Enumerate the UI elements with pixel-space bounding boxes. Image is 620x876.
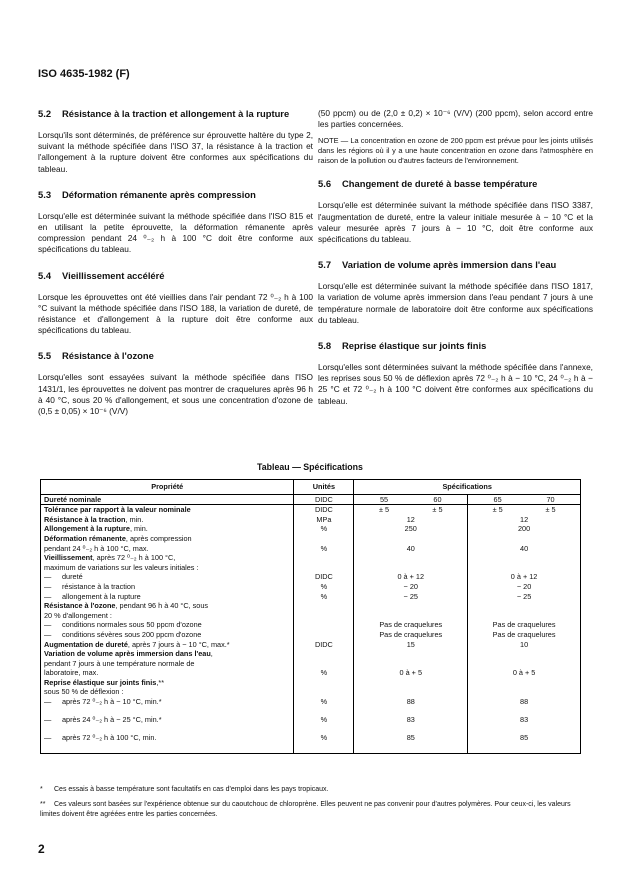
section-title: Résistance à la traction et allongement à la rupture [62, 108, 290, 119]
footnote-marker: * [40, 786, 43, 793]
cell-spec-b: 0 à + 5 [468, 649, 581, 678]
table-row [41, 582, 581, 592]
cell-unit: % [294, 733, 354, 753]
table-row [41, 515, 581, 525]
property-name: Reprise élastique sur joints finis [44, 677, 157, 687]
cell-spec-a: 0 à + 5 [354, 649, 468, 678]
cell-spec-a [354, 505, 468, 515]
cell-spec-b: 88 [468, 697, 581, 715]
table-row [41, 534, 581, 553]
table-header-row [41, 480, 581, 495]
ozone-note: NOTE — La concentration en ozone de 200 ppcm est prévue pour les joints utilisés dans les régions où il y a une haute concentration en ozone dans l'atmosphère en raison de la pollution ou d'autres facteurs de l'environnement. [318, 136, 593, 166]
section-title: Vieillissement accéléré [62, 269, 165, 281]
section-5-8-text: Lorsqu'elles sont déterminées suivant la méthode spécifiée dans l'annexe, les reprises sous 50 % de déflexion après 72 ⁰₋₂ h à − 10 °C, 24 ⁰₋₂ h à − 25 °C et 72 ⁰₋₂ h à 100 °C doivent être conformes aux spécifications du tableau. [318, 362, 593, 406]
document-header: ISO 4635-1982 (F) [38, 68, 130, 80]
section-5-4-heading [38, 270, 313, 282]
cell-property: — après 72 ⁰₋₂ h à 100 °C, min. [41, 733, 294, 753]
cell-unit: % [294, 715, 354, 733]
cell-property: — conditions sévères sous 200 ppcm d'ozone [41, 630, 294, 640]
cell-spec-b: − 20 [468, 582, 581, 592]
property-name: Résistance à l'ozone [44, 601, 116, 611]
cell-property: — dureté [41, 572, 294, 582]
cell-spec-b [468, 601, 581, 620]
property-name: conditions normales sous 50 ppcm d'ozone [62, 620, 202, 630]
property-name: Allongement à la rupture [44, 524, 130, 534]
cell-property: — allongement à la rupture [41, 592, 294, 602]
cell-unit: % [294, 524, 354, 534]
cell-spec-b: Pas de craquelures [468, 620, 581, 630]
cell-spec-a: 0 à + 12 [354, 572, 468, 582]
cell-spec-a [354, 601, 468, 620]
property-condition: 20 % d'allongement : [44, 610, 112, 620]
section-5-6-text: Lorsqu'elle est déterminée suivant la méthode spécifiée dans l'ISO 3387, l'augmentation de dureté, entre la valeur initiale mesurée à − 10 °C et la valeur mesurée après 7 jours à − 10 °C, doit être conforme aux spécifications du tableau. [318, 200, 593, 245]
page-number: 2 [38, 842, 45, 856]
cell-property [41, 678, 294, 697]
cell-spec-a: − 25 [354, 592, 468, 602]
section-5-2-text: Lorsqu'ils sont déterminés, de préférence sur éprouvette haltère du type 2, suivant la méthode spécifiée dans l'ISO 37, la résistance à la traction et l'allongement à la rupture doivent être conformes aux spécifications du tableau. [38, 130, 313, 174]
footnote-1 [40, 785, 585, 795]
table-row [41, 601, 581, 620]
header-property: Propriété [41, 480, 294, 495]
cell-spec-b: 200 [468, 524, 581, 534]
cell-spec-b: Pas de craquelures [468, 630, 581, 640]
cell-unit [294, 553, 354, 572]
cell-spec-a: 85 [354, 733, 468, 753]
cell-unit [294, 630, 354, 640]
cell-property [41, 515, 294, 525]
section-number: 5.8 [318, 340, 332, 352]
section-5-3-text: Lorsqu'elle est déterminée suivant la méthode spécifiée dans l'ISO 815 et en utilisant la petite éprouvette, la déformation rémanente après compression pendant 24 ⁰₋₂ h à 100 °C doit être conforme aux spécifications du tableau. [38, 210, 313, 255]
cell-unit: % [294, 697, 354, 715]
cell-spec-a [354, 678, 468, 697]
cell-spec-a: 250 [354, 524, 468, 534]
cell-spec-a: 12 [354, 515, 468, 525]
section-5-4-text: Lorsque les éprouvettes ont été vieillies dans l'air pendant 72 ⁰₋₂ h à 100 °C suivant la méthode spécifiée dans l'ISO 188, la variation de dureté, de résistance et d'allongement à la rupture doit être conforme aux spécifications du tableau. [38, 291, 313, 336]
value: ± 5 [432, 505, 443, 515]
section-number: 5.5 [38, 350, 52, 362]
footnote-text: Ces valeurs sont basées sur l'expérience obtenue sur du caoutchouc de chloroprène. Elles peuvent ne pas convenir pour d'autres polymères. Pour ceux-ci, les valeurs limites doivent être agréées entre les parties concernées. [40, 801, 571, 818]
cell-unit [294, 620, 354, 630]
section-title: Reprise élastique sur joints finis [342, 340, 487, 352]
section-title: Déformation rémanente après compression [62, 188, 256, 200]
property-name: après 24 ⁰₋₂ h à − 25 °C, min.* [62, 715, 162, 725]
table-row [41, 524, 581, 534]
cell-unit [294, 678, 354, 697]
cell-spec-b [468, 505, 581, 515]
cell-spec-a: − 20 [354, 582, 468, 592]
table-row [41, 553, 581, 572]
cell-spec-b [468, 678, 581, 697]
cell-unit [294, 601, 354, 620]
cell-property: — résistance à la traction [41, 582, 294, 592]
cell-spec-a [354, 553, 468, 572]
property-name: allongement à la rupture [62, 591, 141, 601]
table-row [41, 640, 581, 650]
right-column [318, 108, 593, 413]
table-row [41, 620, 581, 630]
cell-spec-b: 0 à + 12 [468, 572, 581, 582]
footnote-text: Ces essais à basse température sont facultatifs en cas d'emploi dans les pays tropicaux. [54, 786, 329, 793]
section-number: 5.3 [38, 188, 52, 200]
property-condition: maximum de variations sur les valeurs initiales : [44, 562, 199, 572]
table-row [41, 494, 581, 505]
cell-spec-b: 83 [468, 715, 581, 733]
property-name: Variation de volume après immersion dans l'eau [44, 649, 211, 659]
cell-property [41, 553, 294, 572]
cell-spec-a: 88 [354, 697, 468, 715]
cell-unit: % [294, 534, 354, 553]
section-number: 5.7 [318, 259, 332, 271]
cell-spec-b: 40 [468, 534, 581, 553]
property-condition: sous 50 % de déflexion : [44, 687, 124, 697]
table-row [41, 697, 581, 715]
cell-spec-b [468, 494, 581, 505]
cell-unit: DIDC [294, 572, 354, 582]
footnote-2 [40, 800, 585, 819]
property-condition: pendant 24 ⁰₋₂ h à 100 °C, max. [44, 543, 149, 553]
property-qualifier: , après 72 ⁰₋₂ h à 100 °C, [92, 553, 176, 563]
section-5-5-heading [38, 350, 313, 362]
property-qualifier: ,** [156, 677, 165, 687]
property-condition: laboratoire, max. [44, 668, 99, 678]
cell-unit: MPa [294, 515, 354, 525]
table-title: Tableau — Spécifications [257, 462, 363, 472]
table-row [41, 715, 581, 733]
cell-unit: % [294, 582, 354, 592]
specifications-table [40, 479, 581, 754]
cell-unit: DIDC [294, 505, 354, 515]
table-row [41, 630, 581, 640]
cell-unit: DIDC [294, 494, 354, 505]
property-qualifier: , après compression [125, 533, 192, 543]
cell-property [41, 649, 294, 678]
cell-spec-b [468, 553, 581, 572]
header-specifications: Spécifications [354, 480, 581, 495]
table-row [41, 733, 581, 753]
cell-property [41, 601, 294, 620]
section-5-3-heading [38, 189, 313, 201]
cell-property: Tolérance par rapport à la valeur nominale [41, 505, 294, 515]
property-name: Résistance à la traction [44, 514, 126, 524]
value: ± 5 [379, 505, 390, 515]
cell-property: Dureté nominale [41, 494, 294, 505]
property-qualifier: , pendant 96 h à 40 °C, sous [115, 601, 209, 611]
cell-property [41, 640, 294, 650]
property-qualifier: , après 7 jours à − 10 °C, max.* [127, 639, 230, 649]
property-name: Augmentation de dureté [44, 639, 128, 649]
cell-spec-b: 85 [468, 733, 581, 753]
property-name: conditions sévères sous 200 ppcm d'ozone [62, 629, 202, 639]
property-name: dureté [62, 572, 83, 582]
section-5-2-heading [38, 108, 313, 120]
table-row [41, 649, 581, 678]
table-row [41, 592, 581, 602]
property-name: Vieillissement [44, 553, 93, 563]
cell-spec-a [354, 494, 468, 505]
cell-spec-b: 12 [468, 515, 581, 525]
section-number: 5.6 [318, 178, 332, 190]
cell-spec-b: − 25 [468, 592, 581, 602]
cell-spec-a: 15 [354, 640, 468, 650]
cell-spec-a: 83 [354, 715, 468, 733]
section-5-6-heading [318, 178, 593, 190]
property-name: résistance à la traction [62, 581, 136, 591]
value-65: 65 [493, 494, 502, 504]
cell-unit: DIDC [294, 640, 354, 650]
cell-spec-a: 40 [354, 534, 468, 553]
value-60: 60 [433, 494, 442, 504]
section-number: 5.2 [38, 108, 52, 119]
section-title: Variation de volume après immersion dans l'eau [342, 259, 557, 271]
property-name: après 72 ⁰₋₂ h à − 10 °C, min.* [62, 697, 162, 707]
section-5-5-continued: (50 ppcm) ou de (2,0 ± 0,2) × 10⁻⁶ (V/V) (200 ppcm), selon accord entre les parties concernées. [318, 108, 593, 130]
left-column [38, 108, 313, 423]
cell-property: — conditions normales sous 50 ppcm d'ozone [41, 620, 294, 630]
header-units: Unités [294, 480, 354, 495]
table-row [41, 678, 581, 697]
section-5-7-heading [318, 259, 593, 271]
property-qualifier: , min. [129, 524, 148, 534]
section-number: 5.4 [38, 269, 52, 281]
property-name: après 72 ⁰₋₂ h à 100 °C, min. [62, 733, 157, 743]
cell-unit: % [294, 592, 354, 602]
section-5-7-text: Lorsqu'elle est déterminée suivant la méthode spécifiée dans l'ISO 1817, la variation de volume après immersion dans l'eau pendant 7 jours à une température normale de laboratoire doit être conforme aux spécifications du tableau. [318, 281, 593, 325]
cell-spec-a: Pas de craquelures [354, 630, 468, 640]
property-name: Déformation rémanente [44, 533, 126, 543]
value: ± 5 [492, 505, 503, 515]
cell-property [41, 534, 294, 553]
value-55: 55 [380, 494, 389, 504]
footnote-marker: ** [40, 801, 46, 808]
property-qualifier: , min. [125, 514, 144, 524]
cell-spec-b: 10 [468, 640, 581, 650]
section-title: Résistance à l'ozone [62, 350, 154, 362]
table-row [41, 572, 581, 582]
value: ± 5 [545, 505, 556, 515]
property-condition: pendant 7 jours à une température normale de [44, 658, 195, 668]
section-title: Changement de dureté à basse température [342, 178, 538, 190]
cell-property: — après 24 ⁰₋₂ h à − 25 °C, min.* [41, 715, 294, 733]
section-5-8-heading [318, 340, 593, 352]
section-5-5-text: Lorsqu'elles sont essayées suivant la méthode spécifiée dans l'ISO 1431/1, les éprouvettes ne doivent pas montrer de craquelures après 96 h à 40 °C, sous 20 % d'allongement, et sous une concentration d'ozone de (0,5 ± 0,05) × 10⁻⁶ (V/V) [38, 372, 313, 417]
property-qualifier: , [210, 649, 213, 659]
value-70: 70 [546, 494, 555, 504]
cell-unit: % [294, 649, 354, 678]
cell-property [41, 524, 294, 534]
cell-spec-a: Pas de craquelures [354, 620, 468, 630]
cell-property: — après 72 ⁰₋₂ h à − 10 °C, min.* [41, 697, 294, 715]
table-row [41, 505, 581, 515]
